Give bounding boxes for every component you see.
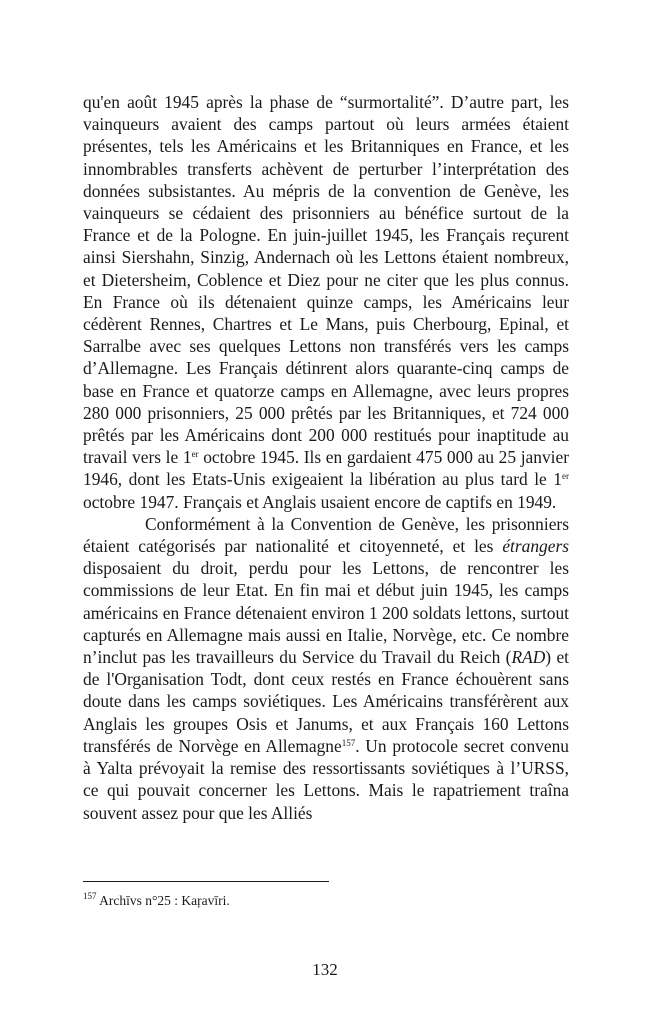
superscript: er — [562, 471, 569, 482]
text-segment: octobre 1945. Ils en gardaient 475 000 au 25 janvier 1946, dont les Etats-Unis exigeaient la libération au plus tard le 1 — [83, 447, 569, 490]
text-segment: disposaient du droit, perdu pour les Lettons, de rencontrer les commissions de leur Etat. En fin mai et début juin 1945, les camps américains en France détenaient environ 1 200 soldats lettons, surtout capturés en Allemagne mais aussi en Italie, Norvège, etc. Ce nombre n’inclut pas les travailleurs du Service du Travail du Reich ( — [83, 558, 569, 668]
text-segment: ) et de l'Organisation Todt, dont ceux restés en France échouèrent sans doute dans les camps soviétiques. Les Américains transférèrent aux Anglais les groupes Osis et Janums, et aux Français 160 Lettons transférés de Norvège en Allemagne — [83, 647, 569, 756]
paragraph — [83, 513, 569, 824]
footnote-157 — [83, 892, 230, 910]
italic-text: étrangers — [502, 536, 569, 557]
footnote-number: 157 — [83, 891, 97, 901]
body-text — [83, 91, 569, 824]
footnote-text: Archīvs n°25 : Kaŗavīri. — [96, 893, 230, 908]
italic-text: RAD — [511, 647, 546, 668]
paragraph — [83, 91, 569, 513]
text-segment: Conformément à la Convention de Genève, les prisonniers étaient catégorisés par nationalité et citoyenneté, et les — [83, 513, 569, 557]
superscript: er — [191, 449, 199, 460]
superscript: 157 — [341, 737, 356, 748]
footnote-separator — [83, 881, 329, 882]
page-number: 132 — [312, 960, 338, 979]
text-segment: octobre 1947. Français et Anglais usaient encore de captifs en 1949. — [83, 491, 557, 512]
text-segment: qu'en août 1945 après la phase de “surmortalité”. D’autre part, les vainqueurs avaient des camps partout où leurs armées étaient présentes, tels les Américains et les Britanniques en France, et les innombrables transferts achèvent de perturber l’interprétation des données subsistantes. Au mépris de la convention de Genève, les vainqueurs se cédaient des prisonniers au bénéfice surtout de la France et de la Pologne. En juin-juillet 1945, les Français reçurent ainsi Siershahn, Sinzig, Andernach où les Lettons étaient nombreux, et Dietersheim, Coblence et Diez pour ne citer que les plus connus. En France où ils détenaient quinze camps, les Américains leur cédèrent Rennes, Chartres et Le Mans, puis Cherbourg, Epinal, et Sarralbe avec ses quelques Lettons non transférés vers les camps d’Allemagne. Les Français détinrent alors quarante-cinq camps de base en France et quatorze camps en Allemagne, avec leurs propres 280 000 prisonniers, 25 000 prêtés par les Britanniques, et 724 000 prêtés par les Américains dont 200 000 restitués pour inaptitude au travail vers le 1 — [83, 92, 569, 468]
text-segment: . Un protocole secret convenu à Yalta prévoyait la remise des ressortissants soviétiques à l’URSS, ce qui pouvait concerner les Lettons. Mais le rapatriement traîna souvent assez pour que les Alliés — [83, 735, 569, 823]
